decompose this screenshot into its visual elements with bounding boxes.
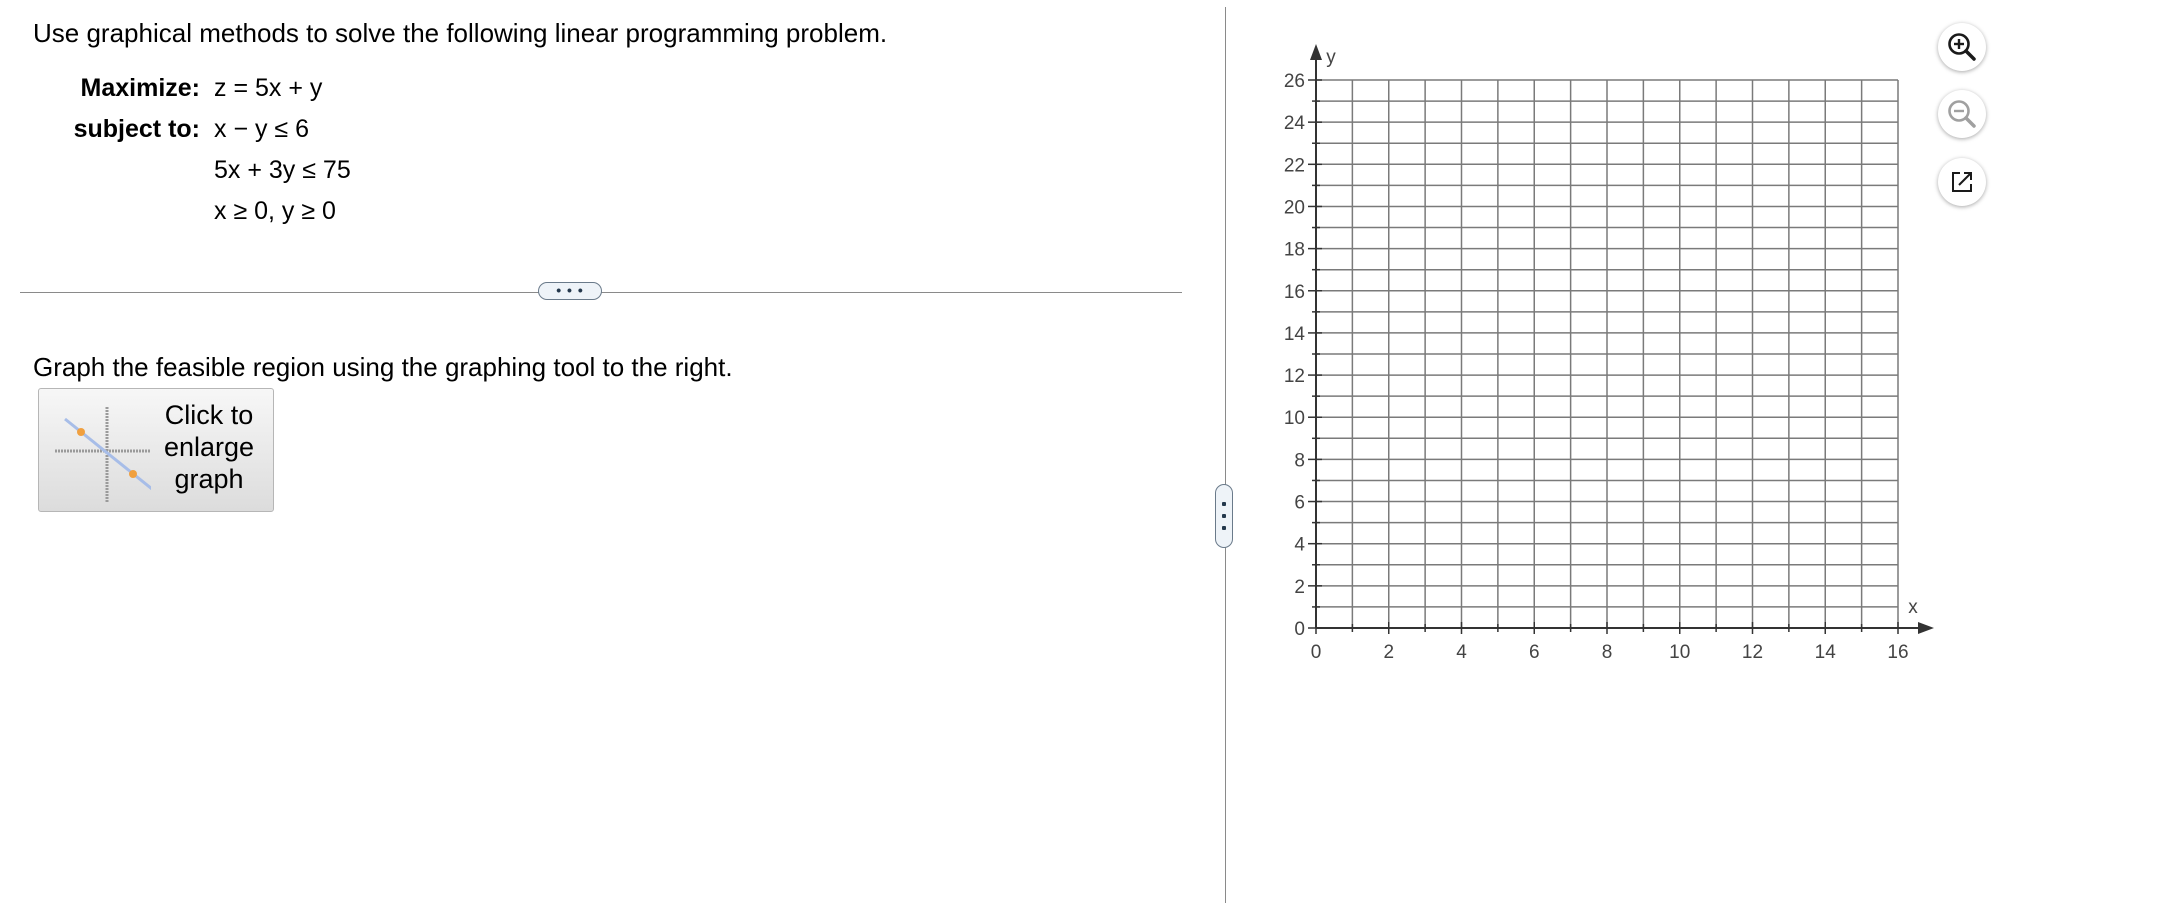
y-tick-label: 18 <box>1283 239 1305 261</box>
axes <box>1310 44 1934 634</box>
x-axis-label: x <box>1908 597 1918 618</box>
y-tick-label: 26 <box>1283 71 1305 92</box>
x-axis-arrow <box>1918 622 1934 634</box>
graph-canvas[interactable] <box>1256 20 1956 680</box>
y-tick-label: 22 <box>1283 155 1305 177</box>
x-tick-label: 0 <box>1310 642 1322 663</box>
expand-handle-horizontal[interactable]: • • • <box>538 282 602 300</box>
y-tick-label: 12 <box>1283 366 1305 388</box>
constraint-3: x ≥ 0, y ≥ 0 <box>214 197 336 225</box>
x-tick-label: 2 <box>1383 642 1395 663</box>
instruction-text: Graph the feasible region using the graphing tool to the right. <box>33 352 733 382</box>
y-tick-label: 8 <box>1294 450 1305 472</box>
graph-thumbnail-icon <box>47 397 151 505</box>
panel-divider <box>1225 7 1226 903</box>
x-tick-label: 4 <box>1456 642 1467 663</box>
x-tick-label: 10 <box>1669 642 1691 663</box>
y-axis-arrow <box>1310 44 1322 60</box>
expand-handle-vertical[interactable] <box>1215 484 1233 548</box>
popout-button[interactable] <box>1938 158 1986 206</box>
y-tick-label: 4 <box>1294 534 1305 556</box>
constraint-2: 5x + 3y ≤ 75 <box>214 156 351 184</box>
x-tick-label: 6 <box>1528 642 1540 663</box>
objective-label: Maximize: <box>80 74 200 102</box>
y-tick-label: 0 <box>1294 619 1305 640</box>
zoom-out-button[interactable] <box>1938 90 1986 138</box>
y-axis-label: y <box>1326 47 1336 68</box>
external-link-icon <box>1938 158 1986 206</box>
zoom-out-icon <box>1938 90 1986 138</box>
zoom-in-button[interactable] <box>1938 23 1986 71</box>
y-tick-label: 10 <box>1283 408 1305 430</box>
x-tick-label: 14 <box>1814 642 1836 663</box>
y-tick-label: 24 <box>1283 113 1305 135</box>
x-tick-label: 12 <box>1741 642 1764 663</box>
grid-lines <box>1316 80 1898 628</box>
y-tick-label: 2 <box>1294 576 1305 598</box>
tick-marks <box>1308 80 1898 634</box>
enlarge-graph-label: Click to enlarge graph <box>163 400 255 494</box>
y-tick-label: 16 <box>1283 281 1305 303</box>
y-tick-label: 6 <box>1294 492 1305 514</box>
objective-function: z = 5x + y <box>214 74 323 102</box>
enlarge-graph-button[interactable] <box>38 388 274 512</box>
constraints-label: subject to: <box>73 115 200 143</box>
y-tick-label: 20 <box>1283 197 1305 219</box>
zoom-in-icon <box>1938 23 1986 71</box>
x-tick-label: 16 <box>1887 642 1909 663</box>
x-tick-label: 8 <box>1601 642 1613 663</box>
constraint-1: x − y ≤ 6 <box>214 115 310 143</box>
tick-labels <box>1284 47 1918 663</box>
y-tick-label: 14 <box>1283 323 1305 345</box>
problem-prompt: Use graphical methods to solve the following linear programming problem. <box>33 18 888 48</box>
